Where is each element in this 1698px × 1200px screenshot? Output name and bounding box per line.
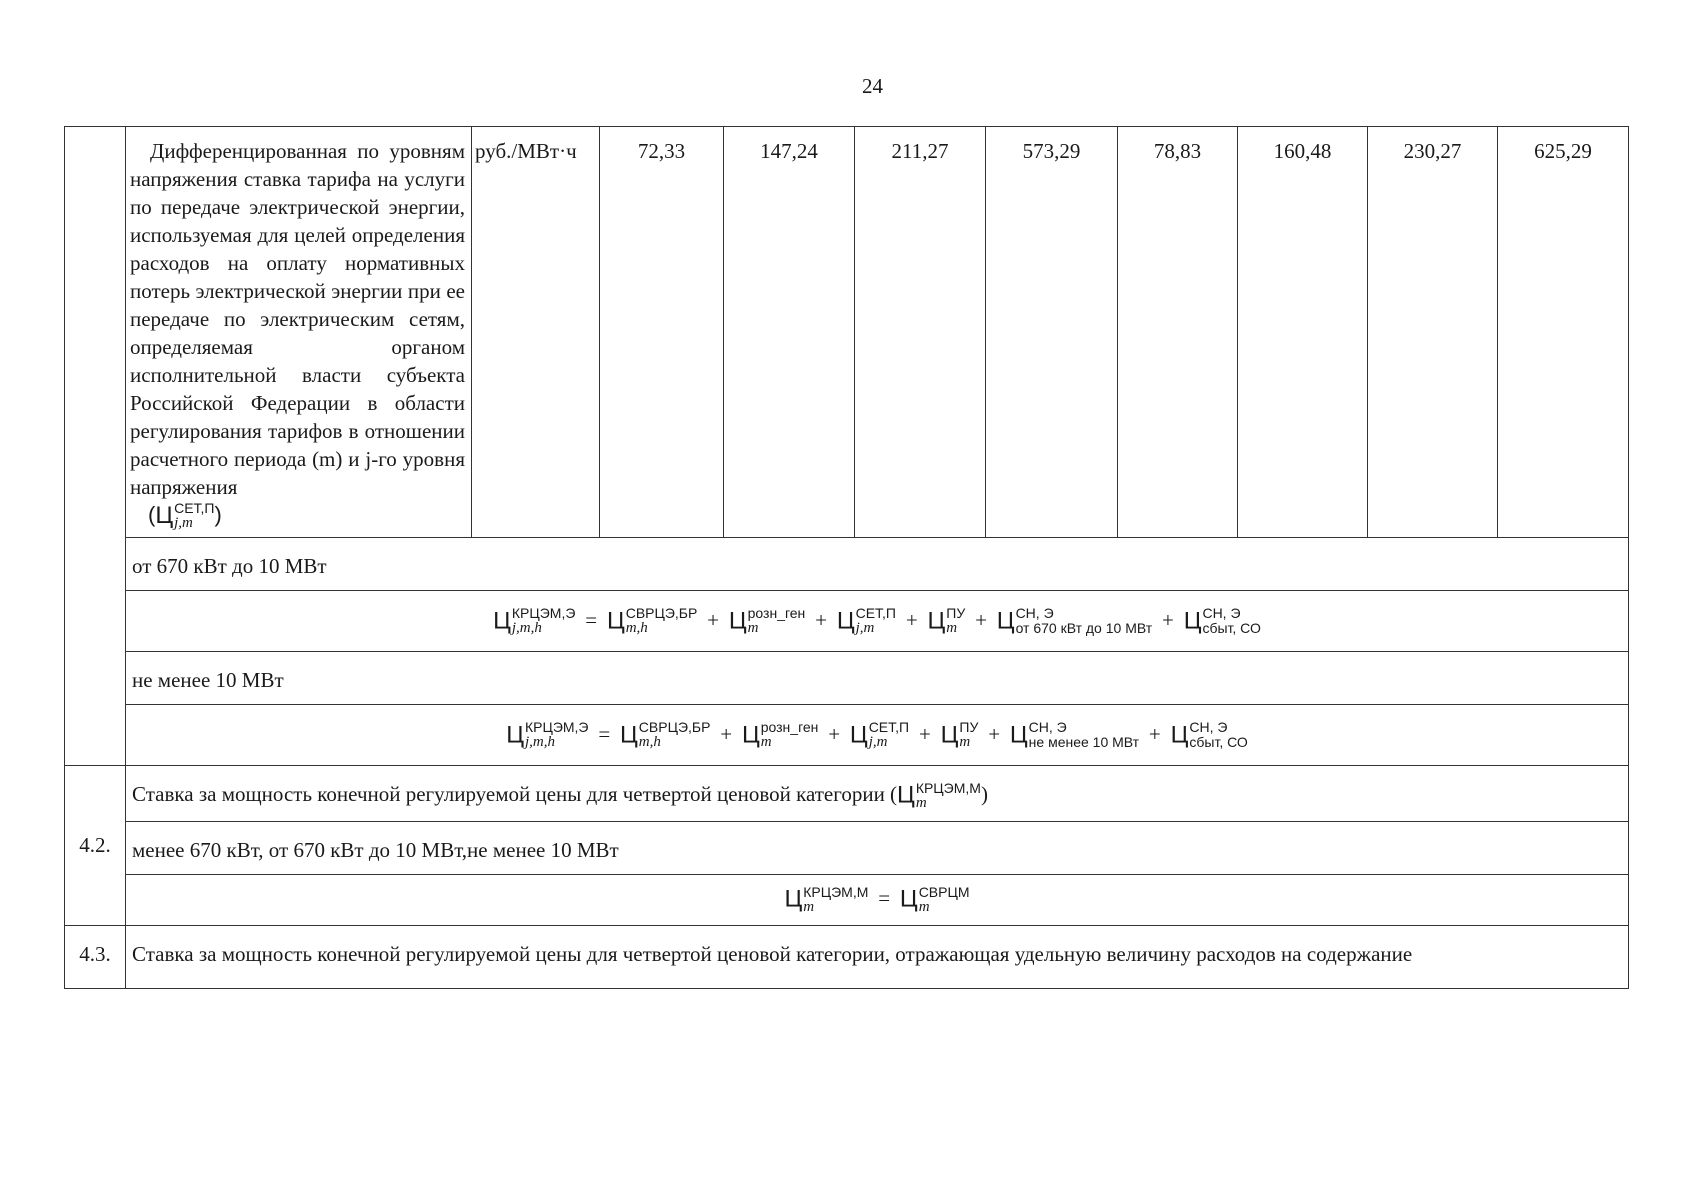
equals-sign: = xyxy=(598,721,611,746)
plus-sign: + xyxy=(828,721,841,746)
plus-sign: + xyxy=(1148,721,1161,746)
formula-670-10 xyxy=(126,591,1629,652)
value-cell: 72,33 xyxy=(600,127,724,538)
row-number-4-3: 4.3. xyxy=(65,925,126,988)
section-label-670-10: от 670 кВт до 10 МВт xyxy=(126,538,1629,591)
formula-lhs: Ц КРЦЭМ,Э j,m,h xyxy=(506,719,589,751)
plus-sign: + xyxy=(918,721,931,746)
table-row-formula xyxy=(65,705,1629,766)
formula-term: Ц СН, Э не менее 10 МВт xyxy=(1009,719,1140,751)
value-cell: 573,29 xyxy=(986,127,1118,538)
table-row-label xyxy=(65,652,1629,705)
formula-term: Ц розн_ген m xyxy=(728,605,806,637)
value-cell: 160,48 xyxy=(1238,127,1368,538)
formula-term: Ц СН, Э сбыт, СО xyxy=(1183,605,1261,637)
table-row-label xyxy=(65,821,1629,874)
plus-sign: + xyxy=(905,607,918,632)
row-number-4-2: 4.2. xyxy=(65,766,126,925)
plus-sign: + xyxy=(720,721,733,746)
value-cell: 78,83 xyxy=(1118,127,1238,538)
rate-symbol: (Ц СЕТ,П j,m ) xyxy=(148,500,222,532)
formula-term: Ц ПУ m xyxy=(940,719,979,751)
unit-cell: руб./МВт·ч xyxy=(472,127,600,538)
plus-sign: + xyxy=(988,721,1001,746)
value-cell: 625,29 xyxy=(1498,127,1629,538)
table-row-4-2 xyxy=(65,766,1629,821)
formula-term: Ц СН, Э сбыт, СО xyxy=(1170,719,1248,751)
formula-term: Ц СН, Э от 670 кВт до 10 МВт xyxy=(996,605,1153,637)
section-label-10: не менее 10 МВт xyxy=(126,652,1629,705)
formula-4-2 xyxy=(126,874,1629,925)
value-cell: 211,27 xyxy=(855,127,986,538)
formula-term: Ц СВРЦЭ,БР m,h xyxy=(620,719,711,751)
formula-lhs: Ц КРЦЭМ,Э j,m,h xyxy=(493,605,576,637)
formula-term: Ц СВРЦМ m xyxy=(899,883,970,915)
equals-sign: = xyxy=(585,607,598,632)
row-number-cell-empty xyxy=(65,127,126,766)
plus-sign: + xyxy=(707,607,720,632)
formula-term: Ц СЕТ,П j,m xyxy=(849,719,910,751)
formula-term: Ц ПУ m xyxy=(927,605,966,637)
table-row-formula xyxy=(65,591,1629,652)
plus-sign: + xyxy=(975,607,987,632)
value-cell: 147,24 xyxy=(724,127,855,538)
tariff-table xyxy=(64,126,1629,989)
table-row-4-3 xyxy=(65,925,1629,988)
plus-sign: + xyxy=(1162,607,1174,632)
rate-description: Дифференцированная по уровням напряжения ставка тарифа на услуги по передаче электрической энергии, используемая для целей определения расходов на оплату нормативных потерь электрической энергии при ее передаче по электрическим сетям, определяемая органом исполнительной власти субъекта Российской Федерации в области регулирования тарифов в отношении расчетного периода (m) и j-го уровня напряжения xyxy=(130,139,465,499)
value-cell: 230,27 xyxy=(1368,127,1498,538)
formula-lhs: Ц КРЦЭМ,М m xyxy=(784,883,869,915)
plus-sign: + xyxy=(815,607,827,632)
formula-term: Ц СВРЦЭ,БР m,h xyxy=(606,605,698,637)
rate-description-cell xyxy=(126,127,472,538)
table-row-label xyxy=(65,538,1629,591)
formula-term: Ц СЕТ,П j,m xyxy=(836,605,896,637)
equals-sign: = xyxy=(878,886,891,911)
row-4-2-title: Ставка за мощность конечной регулируемой цены для четвертой ценовой категории (Ц КРЦЭМ,М m ) xyxy=(126,766,1629,821)
table-row-formula xyxy=(65,874,1629,925)
table-row-differentiated-rate xyxy=(65,127,1629,538)
page-number: 24 xyxy=(862,74,883,98)
row-4-3-title: Ставка за мощность конечной регулируемой цены для четвертой ценовой категории, отражающая удельную величину расходов на содержание xyxy=(126,925,1629,988)
row-4-2-label: менее 670 кВт, от 670 кВт до 10 МВт,не менее 10 МВт xyxy=(126,821,1629,874)
formula-term: Ц розн_ген m xyxy=(741,719,819,751)
formula-10 xyxy=(126,705,1629,766)
